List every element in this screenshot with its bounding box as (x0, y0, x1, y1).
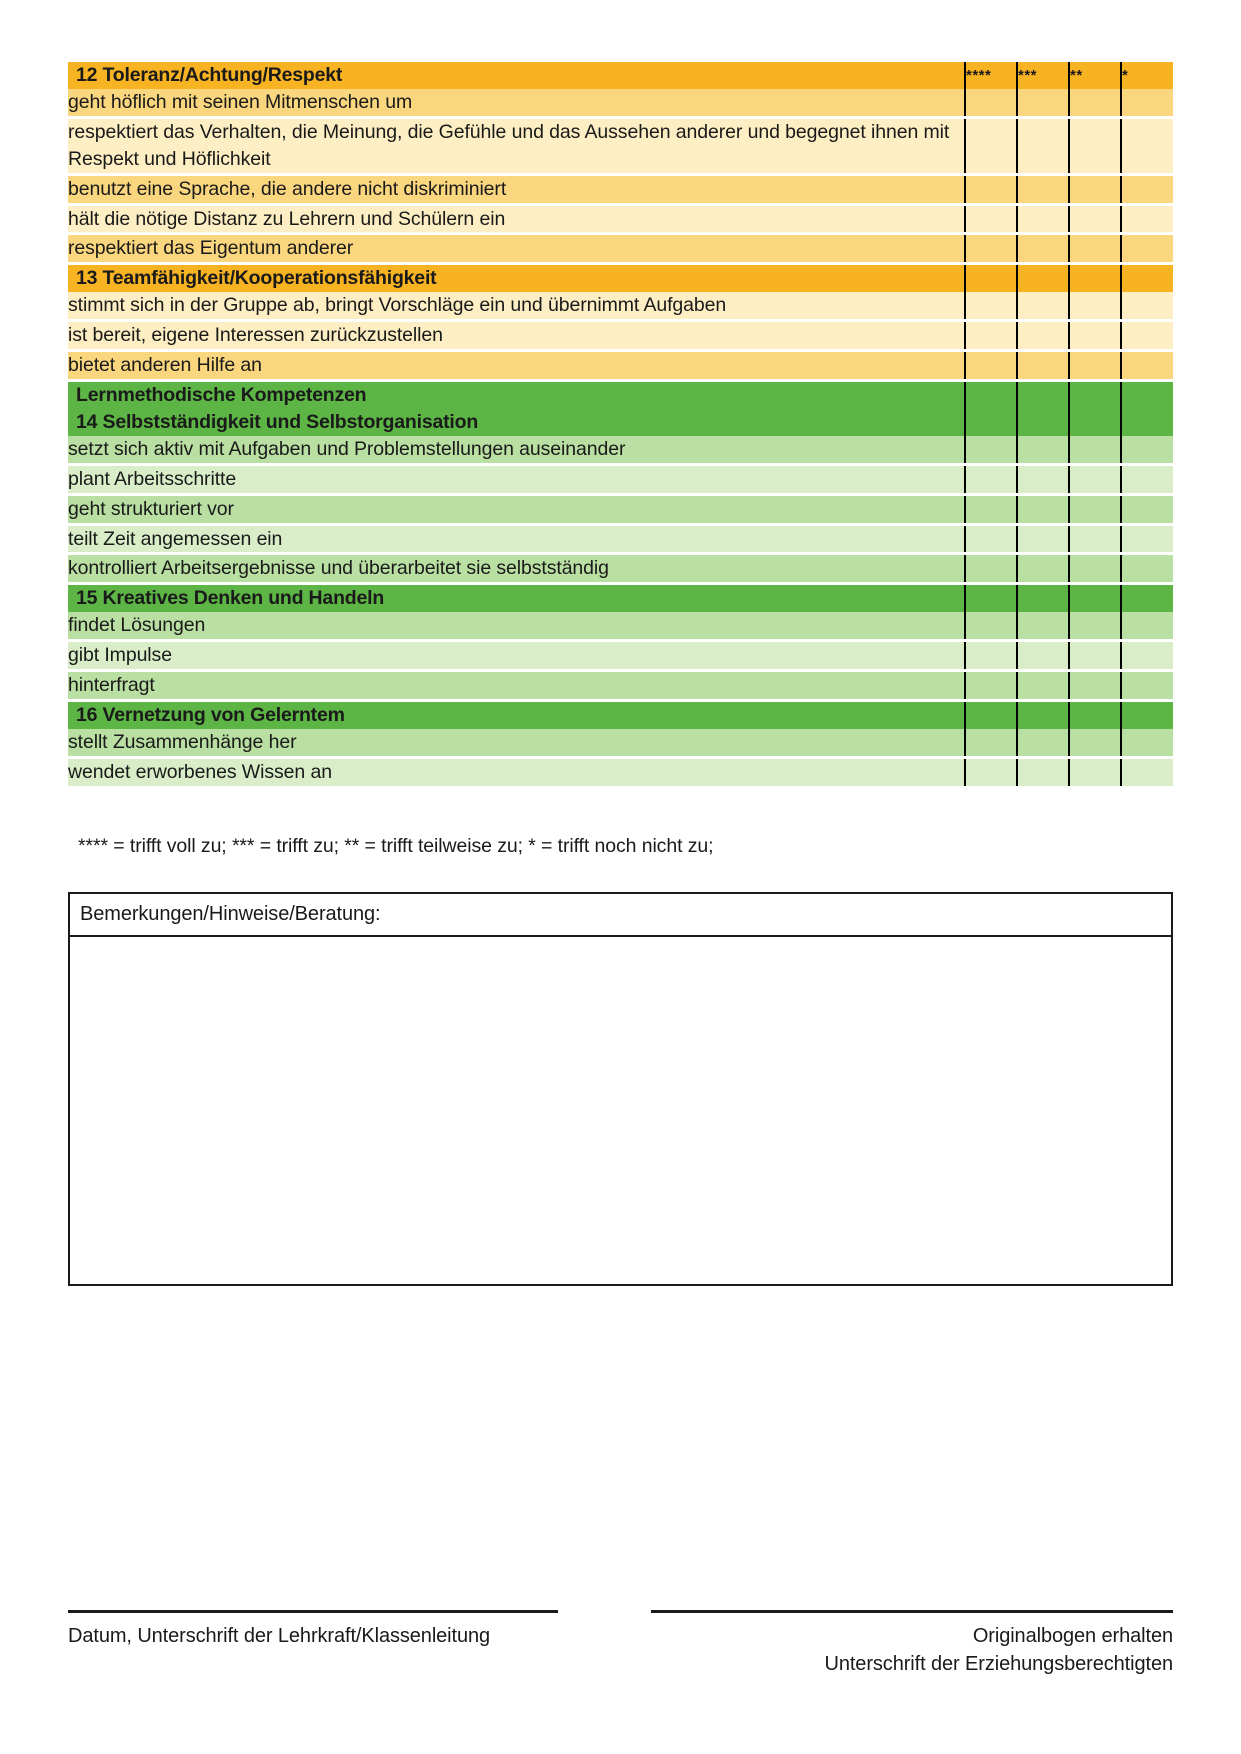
table-row (68, 235, 1173, 262)
rating-checkbox-two-stars[interactable] (1069, 612, 1121, 639)
criterion-label: gibt Impulse (68, 642, 965, 669)
table-row (68, 436, 1173, 463)
criterion-label: geht strukturiert vor (68, 496, 965, 523)
table-row (68, 759, 1173, 786)
table-row (68, 176, 1173, 203)
rating-checkbox-one-star[interactable] (1121, 436, 1173, 463)
rating-checkbox-one-star (1121, 265, 1173, 292)
rating-checkbox-two-stars[interactable] (1069, 436, 1121, 463)
remarks-box (68, 892, 1173, 1286)
rating-checkbox-three-stars[interactable] (1017, 206, 1069, 233)
rating-checkbox-one-star[interactable] (1121, 759, 1173, 786)
rating-checkbox-two-stars[interactable] (1069, 322, 1121, 349)
rating-checkbox-two-stars[interactable] (1069, 89, 1121, 116)
rating-checkbox-four-stars[interactable] (965, 292, 1017, 319)
criterion-label: geht höflich mit seinen Mitmenschen um (68, 89, 965, 116)
rating-column-header-two-stars: ** (1069, 62, 1121, 89)
table-row (68, 729, 1173, 756)
rating-checkbox-one-star[interactable] (1121, 526, 1173, 553)
rating-checkbox-three-stars[interactable] (1017, 322, 1069, 349)
rating-checkbox-four-stars[interactable] (965, 526, 1017, 553)
table-row (68, 89, 1173, 116)
remarks-title: Bemerkungen/Hinweise/Beratung: (70, 894, 1171, 937)
rating-checkbox-one-star[interactable] (1121, 642, 1173, 669)
rating-column-header-four-stars: **** (965, 62, 1017, 89)
criterion-label: respektiert das Eigentum anderer (68, 235, 965, 262)
rating-checkbox-one-star[interactable] (1121, 352, 1173, 379)
rating-checkbox-two-stars[interactable] (1069, 119, 1121, 173)
table-group-header-row (68, 409, 1173, 436)
group-label: 13 Teamfähigkeit/Kooperationsfähigkeit (68, 265, 965, 292)
criterion-label: hält die nötige Distanz zu Lehrern und Schülern ein (68, 206, 965, 233)
teacher-signature-field[interactable] (68, 1610, 558, 1678)
rating-checkbox-one-star (1121, 702, 1173, 729)
criterion-label: hinterfragt (68, 672, 965, 699)
table-row (68, 642, 1173, 669)
criterion-label: stellt Zusammenhänge her (68, 729, 965, 756)
rating-column-header-three-stars: *** (1017, 62, 1069, 89)
remarks-input-area[interactable] (70, 937, 1171, 1284)
rating-checkbox-four-stars (965, 382, 1017, 409)
rating-checkbox-three-stars[interactable] (1017, 672, 1069, 699)
table-row (68, 206, 1173, 233)
rating-checkbox-two-stars[interactable] (1069, 759, 1121, 786)
table-group-header-row (68, 585, 1173, 612)
table-group-header-row (68, 62, 1173, 89)
rating-checkbox-four-stars (965, 585, 1017, 612)
table-row (68, 466, 1173, 493)
rating-checkbox-three-stars (1017, 585, 1069, 612)
table-row (68, 292, 1173, 319)
rating-checkbox-one-star (1121, 409, 1173, 436)
table-group-header-row (68, 702, 1173, 729)
rating-checkbox-four-stars[interactable] (965, 496, 1017, 523)
table-row (68, 496, 1173, 523)
rating-checkbox-four-stars[interactable] (965, 555, 1017, 582)
criterion-label: respektiert das Verhalten, die Meinung, die Gefühle und das Aussehen anderer und begegnet ihnen mit Respekt und Höflichkeit (68, 119, 965, 173)
rating-checkbox-three-stars[interactable] (1017, 89, 1069, 116)
criterion-label: kontrolliert Arbeitsergebnisse und überarbeitet sie selbstständig (68, 555, 965, 582)
table-row (68, 322, 1173, 349)
rating-checkbox-four-stars[interactable] (965, 436, 1017, 463)
rating-checkbox-three-stars[interactable] (1017, 729, 1069, 756)
table-group-header-row (68, 382, 1173, 409)
table-row (68, 612, 1173, 639)
criterion-label: setzt sich aktiv mit Aufgaben und Problemstellungen auseinander (68, 436, 965, 463)
rating-checkbox-three-stars[interactable] (1017, 352, 1069, 379)
rating-checkbox-four-stars[interactable] (965, 729, 1017, 756)
rating-checkbox-one-star[interactable] (1121, 292, 1173, 319)
rating-checkbox-three-stars[interactable] (1017, 496, 1069, 523)
rating-checkbox-two-stars[interactable] (1069, 672, 1121, 699)
rating-checkbox-four-stars[interactable] (965, 89, 1017, 116)
rating-checkbox-four-stars[interactable] (965, 466, 1017, 493)
rating-checkbox-one-star[interactable] (1121, 612, 1173, 639)
rating-checkbox-four-stars[interactable] (965, 352, 1017, 379)
rating-checkbox-four-stars[interactable] (965, 206, 1017, 233)
table-row (68, 672, 1173, 699)
criterion-label: findet Lösungen (68, 612, 965, 639)
rating-legend: **** = trifft voll zu; *** = trifft zu; ** = trifft teilweise zu; * = trifft noch nicht zu; (78, 834, 714, 857)
rating-checkbox-two-stars[interactable] (1069, 729, 1121, 756)
rating-checkbox-three-stars (1017, 265, 1069, 292)
rating-checkbox-four-stars[interactable] (965, 235, 1017, 262)
rating-checkbox-three-stars (1017, 409, 1069, 436)
rating-checkbox-one-star (1121, 382, 1173, 409)
row-separator-cell (68, 786, 1173, 789)
rating-checkbox-two-stars[interactable] (1069, 292, 1121, 319)
guardian-signature-field[interactable] (651, 1610, 1173, 1678)
criterion-label: benutzt eine Sprache, die andere nicht diskriminiert (68, 176, 965, 203)
rating-checkbox-three-stars[interactable] (1017, 526, 1069, 553)
group-label: 16 Vernetzung von Gelerntem (68, 702, 965, 729)
rating-checkbox-three-stars[interactable] (1017, 292, 1069, 319)
table-group-header-row (68, 265, 1173, 292)
rating-checkbox-one-star[interactable] (1121, 176, 1173, 203)
teacher-signature-label: Datum, Unterschrift der Lehrkraft/Klassenleitung (68, 1625, 491, 1647)
rating-checkbox-two-stars (1069, 265, 1121, 292)
guardian-receipt-label: Originalbogen erhalten (972, 1625, 1173, 1647)
rating-checkbox-two-stars[interactable] (1069, 642, 1121, 669)
rating-checkbox-four-stars[interactable] (965, 322, 1017, 349)
rating-checkbox-three-stars (1017, 382, 1069, 409)
rating-checkbox-two-stars[interactable] (1069, 496, 1121, 523)
rating-checkbox-three-stars[interactable] (1017, 436, 1069, 463)
row-separator (68, 786, 1173, 789)
rating-checkbox-four-stars[interactable] (965, 759, 1017, 786)
group-label: 15 Kreatives Denken und Handeln (68, 585, 965, 612)
rating-checkbox-four-stars[interactable] (965, 642, 1017, 669)
group-label: Lernmethodische Kompetenzen (68, 382, 965, 409)
rating-checkbox-one-star[interactable] (1121, 89, 1173, 116)
rating-checkbox-three-stars[interactable] (1017, 642, 1069, 669)
rating-checkbox-three-stars[interactable] (1017, 555, 1069, 582)
rating-checkbox-three-stars[interactable] (1017, 119, 1069, 173)
guardian-signature-label: Unterschrift der Erziehungsberechtigten (824, 1652, 1173, 1675)
rating-checkbox-two-stars (1069, 585, 1121, 612)
rating-checkbox-two-stars[interactable] (1069, 526, 1121, 553)
criterion-label: bietet anderen Hilfe an (68, 352, 965, 379)
rating-checkbox-three-stars[interactable] (1017, 612, 1069, 639)
rating-column-header-one-star: * (1121, 62, 1173, 89)
criterion-label: stimmt sich in der Gruppe ab, bringt Vorschläge ein und übernimmt Aufgaben (68, 292, 965, 319)
rating-checkbox-four-stars[interactable] (965, 176, 1017, 203)
rating-checkbox-three-stars[interactable] (1017, 235, 1069, 262)
rating-checkbox-three-stars[interactable] (1017, 176, 1069, 203)
rating-checkbox-one-star[interactable] (1121, 119, 1173, 173)
competency-assessment-table (68, 62, 1173, 789)
rating-checkbox-one-star[interactable] (1121, 496, 1173, 523)
rating-checkbox-two-stars[interactable] (1069, 235, 1121, 262)
rating-checkbox-two-stars[interactable] (1069, 176, 1121, 203)
rating-checkbox-one-star[interactable] (1121, 672, 1173, 699)
table-row (68, 352, 1173, 379)
rating-checkbox-one-star[interactable] (1121, 729, 1173, 756)
rating-checkbox-one-star[interactable] (1121, 322, 1173, 349)
rating-checkbox-two-stars (1069, 409, 1121, 436)
rating-checkbox-two-stars (1069, 382, 1121, 409)
criterion-label: ist bereit, eigene Interessen zurückzustellen (68, 322, 965, 349)
rating-checkbox-two-stars (1069, 702, 1121, 729)
group-label: 12 Toleranz/Achtung/Respekt (68, 62, 965, 89)
rating-checkbox-two-stars[interactable] (1069, 206, 1121, 233)
rating-checkbox-four-stars[interactable] (965, 612, 1017, 639)
rating-checkbox-one-star[interactable] (1121, 206, 1173, 233)
group-label: 14 Selbstständigkeit und Selbstorganisation (68, 409, 965, 436)
rating-checkbox-two-stars[interactable] (1069, 466, 1121, 493)
signature-footer (68, 1610, 1173, 1678)
rating-checkbox-two-stars[interactable] (1069, 352, 1121, 379)
criterion-label: wendet erworbenes Wissen an (68, 759, 965, 786)
rating-checkbox-one-star[interactable] (1121, 466, 1173, 493)
table-row (68, 526, 1173, 553)
table-row (68, 119, 1173, 173)
rating-checkbox-four-stars (965, 702, 1017, 729)
criterion-label: teilt Zeit angemessen ein (68, 526, 965, 553)
rating-checkbox-three-stars[interactable] (1017, 466, 1069, 493)
rating-checkbox-one-star[interactable] (1121, 235, 1173, 262)
table-row (68, 555, 1173, 582)
rating-checkbox-three-stars[interactable] (1017, 759, 1069, 786)
rating-checkbox-four-stars (965, 265, 1017, 292)
rating-checkbox-one-star (1121, 585, 1173, 612)
rating-checkbox-two-stars[interactable] (1069, 555, 1121, 582)
criterion-label: plant Arbeitsschritte (68, 466, 965, 493)
rating-checkbox-four-stars[interactable] (965, 672, 1017, 699)
rating-checkbox-four-stars[interactable] (965, 119, 1017, 173)
rating-checkbox-one-star[interactable] (1121, 555, 1173, 582)
rating-checkbox-four-stars (965, 409, 1017, 436)
rating-checkbox-three-stars (1017, 702, 1069, 729)
